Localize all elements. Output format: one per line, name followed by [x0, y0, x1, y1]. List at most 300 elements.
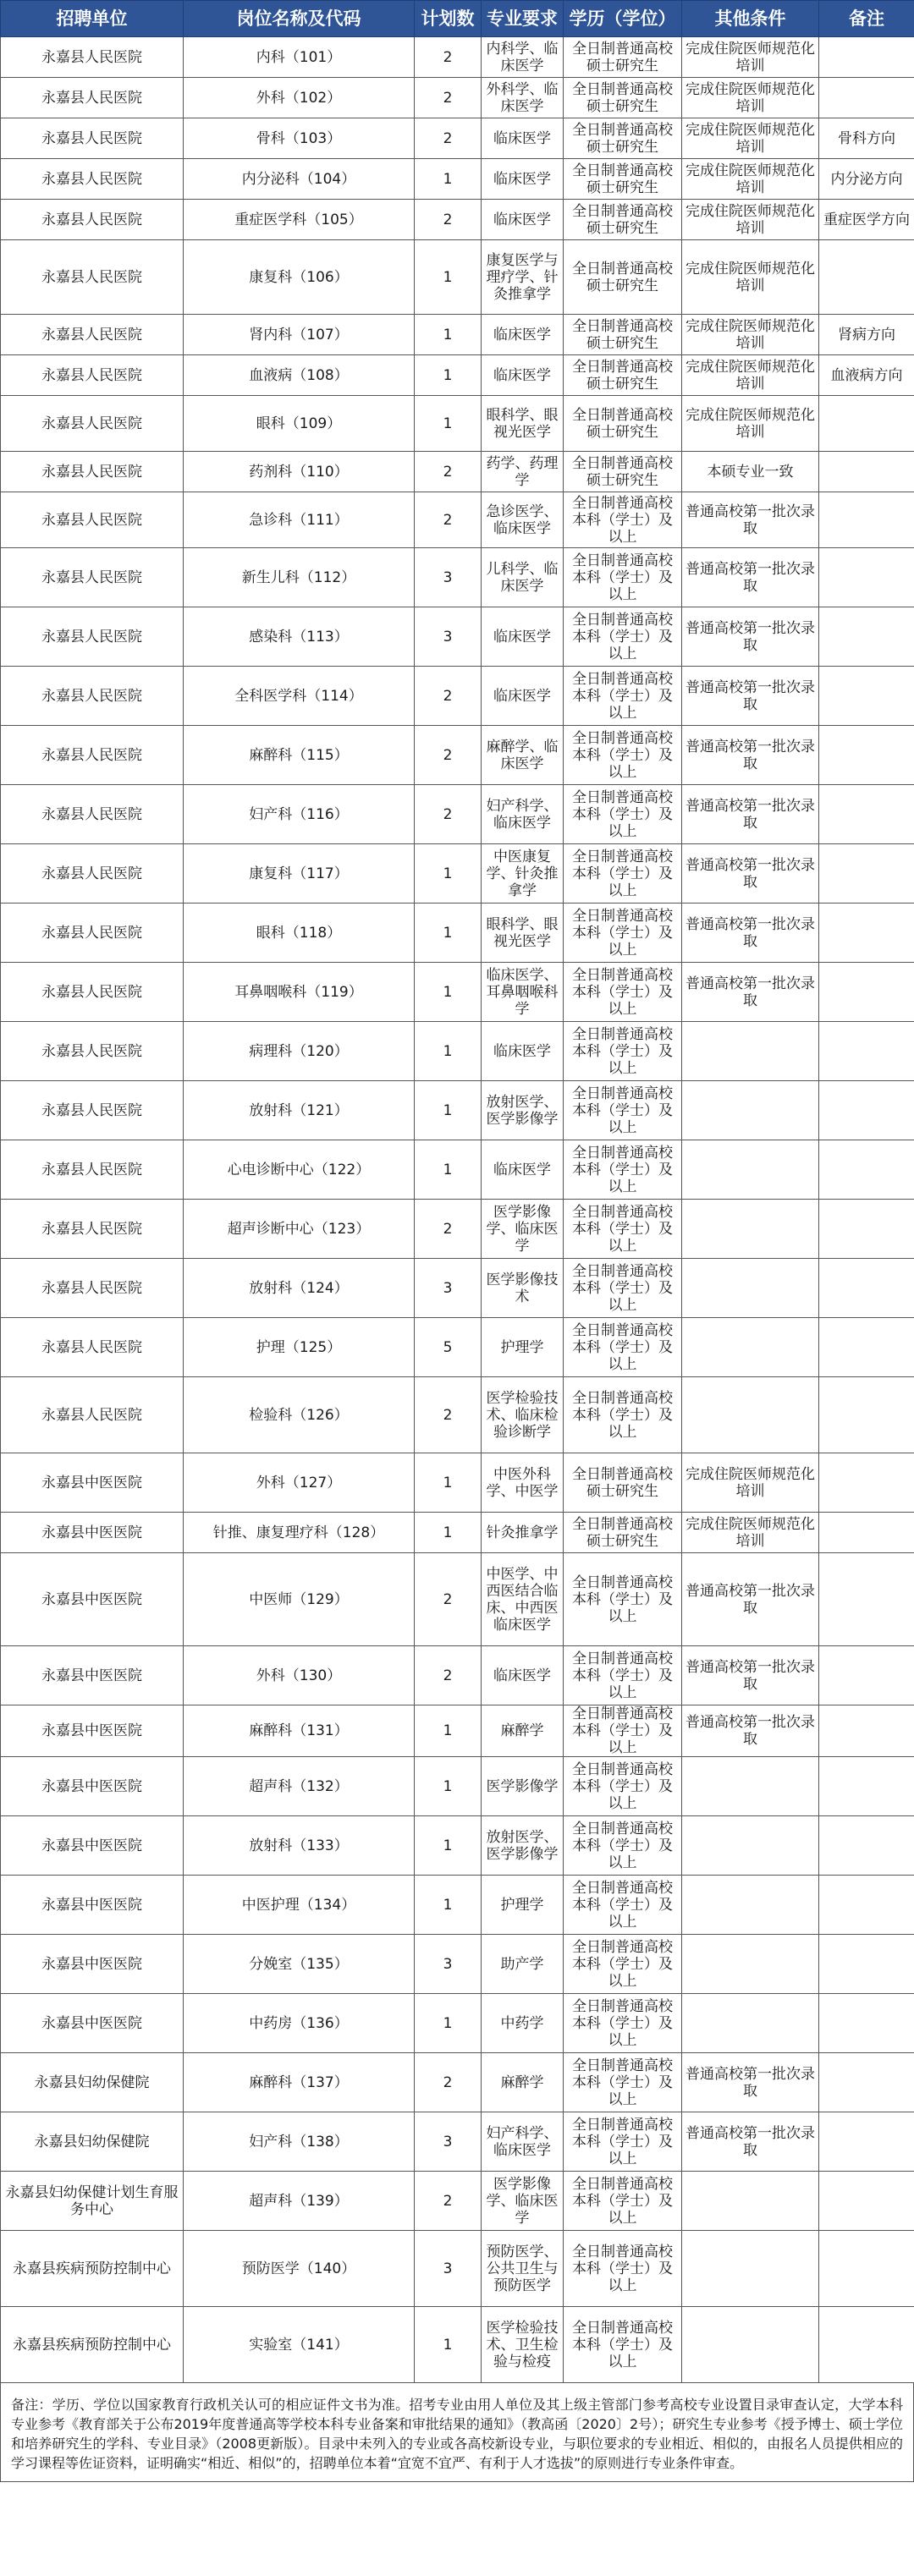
cell-post: 麻醉科（131） [184, 1705, 415, 1757]
cell-other: 完成住院医师规范化培训 [682, 396, 819, 452]
cell-post: 中医护理（134） [184, 1876, 415, 1935]
cell-other: 普通高校第一批次录取 [682, 2112, 819, 2172]
table-row [1, 963, 914, 1022]
cell-major: 临床医学 [482, 159, 564, 200]
cell-note [819, 1876, 914, 1935]
table-body [1, 37, 914, 2383]
cell-other: 完成住院医师规范化培训 [682, 1453, 819, 1513]
table-row [1, 1022, 914, 1081]
cell-post: 康复科（117） [184, 844, 415, 904]
cell-post: 超声科（132） [184, 1757, 415, 1816]
cell-note [819, 2231, 914, 2307]
table-row [1, 1200, 914, 1259]
cell-education: 全日制普通高校本科（学士）及以上 [564, 667, 682, 726]
cell-other: 完成住院医师规范化培训 [682, 315, 819, 355]
cell-education: 全日制普通高校本科（学士）及以上 [564, 2172, 682, 2231]
cell-count: 2 [415, 1200, 482, 1259]
cell-post: 针推、康复理疗科（128） [184, 1513, 415, 1553]
table-row [1, 159, 914, 200]
cell-education: 全日制普通高校本科（学士）及以上 [564, 1876, 682, 1935]
cell-count: 1 [415, 159, 482, 200]
cell-major: 医学检验技术、临床检验诊断学 [482, 1377, 564, 1453]
cell-other: 普通高校第一批次录取 [682, 963, 819, 1022]
cell-unit: 永嘉县中医医院 [1, 1816, 184, 1876]
cell-count: 2 [415, 785, 482, 844]
cell-education: 全日制普通高校本科（学士）及以上 [564, 726, 682, 785]
cell-other: 完成住院医师规范化培训 [682, 355, 819, 396]
cell-note [819, 1081, 914, 1140]
cell-major: 预防医学、公共卫生与预防医学 [482, 2231, 564, 2307]
cell-major: 临床医学 [482, 355, 564, 396]
cell-note: 内分泌方向 [819, 159, 914, 200]
table-row [1, 1453, 914, 1513]
cell-education: 全日制普通高校硕士研究生 [564, 452, 682, 492]
cell-education: 全日制普通高校硕士研究生 [564, 78, 682, 118]
cell-other [682, 2231, 819, 2307]
cell-unit: 永嘉县人民医院 [1, 240, 184, 315]
cell-other: 普通高校第一批次录取 [682, 667, 819, 726]
cell-major: 眼科学、眼视光医学 [482, 396, 564, 452]
cell-education: 全日制普通高校本科（学士）及以上 [564, 548, 682, 607]
table-row [1, 37, 914, 78]
cell-note [819, 1757, 914, 1816]
cell-education: 全日制普通高校本科（学士）及以上 [564, 607, 682, 667]
cell-count: 3 [415, 607, 482, 667]
cell-note [819, 607, 914, 667]
cell-post: 内分泌科（104） [184, 159, 415, 200]
cell-education: 全日制普通高校本科（学士）及以上 [564, 785, 682, 844]
cell-post: 急诊科（111） [184, 492, 415, 548]
cell-education: 全日制普通高校硕士研究生 [564, 159, 682, 200]
table-row [1, 240, 914, 315]
cell-unit: 永嘉县人民医院 [1, 200, 184, 240]
cell-other: 完成住院医师规范化培训 [682, 37, 819, 78]
cell-note [819, 1994, 914, 2053]
cell-major: 内科学、临床医学 [482, 37, 564, 78]
cell-unit: 永嘉县人民医院 [1, 492, 184, 548]
cell-count: 1 [415, 315, 482, 355]
cell-unit: 永嘉县中医医院 [1, 1705, 184, 1757]
cell-count: 1 [415, 844, 482, 904]
table-row [1, 1140, 914, 1200]
cell-post: 预防医学（140） [184, 2231, 415, 2307]
cell-unit: 永嘉县中医医院 [1, 1453, 184, 1513]
cell-other [682, 1200, 819, 1259]
cell-other [682, 2307, 819, 2383]
cell-count: 2 [415, 78, 482, 118]
table-row [1, 2231, 914, 2307]
cell-post: 心电诊断中心（122） [184, 1140, 415, 1200]
cell-post: 放射科（124） [184, 1259, 415, 1318]
cell-unit: 永嘉县人民医院 [1, 667, 184, 726]
cell-note [819, 785, 914, 844]
table-row [1, 904, 914, 963]
table-row [1, 492, 914, 548]
cell-major: 针灸推拿学 [482, 1513, 564, 1553]
table-row [1, 2172, 914, 2231]
cell-note [819, 452, 914, 492]
cell-unit: 永嘉县妇幼保健院 [1, 2112, 184, 2172]
cell-note [819, 1646, 914, 1705]
cell-education: 全日制普通高校硕士研究生 [564, 1453, 682, 1513]
cell-count: 1 [415, 1453, 482, 1513]
cell-note [819, 1140, 914, 1200]
cell-other: 普通高校第一批次录取 [682, 492, 819, 548]
cell-unit: 永嘉县人民医院 [1, 1081, 184, 1140]
cell-other: 本硕专业一致 [682, 452, 819, 492]
cell-major: 临床医学 [482, 1646, 564, 1705]
cell-other [682, 1318, 819, 1377]
cell-unit: 永嘉县人民医院 [1, 118, 184, 159]
cell-major: 外科学、临床医学 [482, 78, 564, 118]
table-row [1, 1935, 914, 1994]
table-row [1, 1259, 914, 1318]
cell-note [819, 37, 914, 78]
cell-education: 全日制普通高校硕士研究生 [564, 200, 682, 240]
table-row [1, 844, 914, 904]
cell-note [819, 1318, 914, 1377]
cell-education: 全日制普通高校硕士研究生 [564, 1513, 682, 1553]
cell-other: 完成住院医师规范化培训 [682, 240, 819, 315]
cell-note [819, 78, 914, 118]
table-row [1, 607, 914, 667]
cell-note [819, 1377, 914, 1453]
cell-education: 全日制普通高校本科（学士）及以上 [564, 1816, 682, 1876]
cell-note: 肾病方向 [819, 315, 914, 355]
cell-note [819, 2053, 914, 2112]
cell-note [819, 1705, 914, 1757]
cell-post: 眼科（118） [184, 904, 415, 963]
cell-unit: 永嘉县疾病预防控制中心 [1, 2307, 184, 2383]
footnote: 备注：学历、学位以国家教育行政机关认可的相应证件文书为准。招考专业由用人单位及其上级主管部门参考高校专业设置目录审查认定，大学本科专业参考《教育部关于公布2019年度普通高等学校本科专业备案和审批结果的通知》（教高函〔2020〕2号）；研究生专业参考《授予博士、硕士学位和培养研究生的学科、专业目录》（2008更新版）。目录中未列入的专业或各高校新设专业，与职位要求的专业相近、相似的，由报名人员提供相应的学习课程等佐证资料，证明确实“相近、相似”的，招聘单位本着“宜宽不宜严、有利于人才选拔”的原则进行专业条件审查。 [0, 2383, 914, 2482]
table-row [1, 1553, 914, 1646]
cell-unit: 永嘉县人民医院 [1, 355, 184, 396]
cell-post: 药剂科（110） [184, 452, 415, 492]
cell-major: 医学影像学、临床医学 [482, 2172, 564, 2231]
cell-post: 眼科（109） [184, 396, 415, 452]
cell-major: 医学影像技术 [482, 1259, 564, 1318]
table-row [1, 785, 914, 844]
cell-education: 全日制普通高校本科（学士）及以上 [564, 1705, 682, 1757]
table-row [1, 355, 914, 396]
cell-count: 1 [415, 355, 482, 396]
cell-count: 2 [415, 2053, 482, 2112]
cell-unit: 永嘉县中医医院 [1, 1513, 184, 1553]
cell-post: 麻醉科（137） [184, 2053, 415, 2112]
cell-other: 普通高校第一批次录取 [682, 1553, 819, 1646]
table-row [1, 200, 914, 240]
cell-post: 分娩室（135） [184, 1935, 415, 1994]
cell-note [819, 1259, 914, 1318]
cell-unit: 永嘉县人民医院 [1, 785, 184, 844]
cell-unit: 永嘉县人民医院 [1, 1259, 184, 1318]
cell-other: 普通高校第一批次录取 [682, 607, 819, 667]
cell-education: 全日制普通高校硕士研究生 [564, 118, 682, 159]
cell-post: 中医师（129） [184, 1553, 415, 1646]
cell-post: 外科（102） [184, 78, 415, 118]
cell-note [819, 1553, 914, 1646]
cell-unit: 永嘉县妇幼保健院 [1, 2053, 184, 2112]
header-note: 备注 [819, 1, 914, 37]
table-row [1, 1081, 914, 1140]
cell-education: 全日制普通高校硕士研究生 [564, 240, 682, 315]
cell-note [819, 396, 914, 452]
cell-major: 中医学、中西医结合临床、中西医临床医学 [482, 1553, 564, 1646]
cell-other: 完成住院医师规范化培训 [682, 159, 819, 200]
cell-other: 普通高校第一批次录取 [682, 904, 819, 963]
cell-note [819, 1513, 914, 1553]
cell-education: 全日制普通高校本科（学士）及以上 [564, 1646, 682, 1705]
cell-other: 完成住院医师规范化培训 [682, 118, 819, 159]
cell-unit: 永嘉县人民医院 [1, 1377, 184, 1453]
cell-unit: 永嘉县人民医院 [1, 159, 184, 200]
cell-post: 外科（127） [184, 1453, 415, 1513]
cell-note [819, 2307, 914, 2383]
cell-note [819, 844, 914, 904]
cell-education: 全日制普通高校本科（学士）及以上 [564, 1140, 682, 1200]
cell-count: 1 [415, 1022, 482, 1081]
cell-count: 2 [415, 1646, 482, 1705]
table-row [1, 1318, 914, 1377]
cell-post: 新生儿科（112） [184, 548, 415, 607]
cell-post: 护理（125） [184, 1318, 415, 1377]
cell-note [819, 240, 914, 315]
cell-major: 放射医学、医学影像学 [482, 1816, 564, 1876]
cell-count: 1 [415, 904, 482, 963]
cell-unit: 永嘉县中医医院 [1, 1757, 184, 1816]
cell-major: 中医外科学、中医学 [482, 1453, 564, 1513]
cell-note [819, 1453, 914, 1513]
cell-education: 全日制普通高校本科（学士）及以上 [564, 844, 682, 904]
cell-unit: 永嘉县中医医院 [1, 1935, 184, 1994]
cell-count: 3 [415, 548, 482, 607]
cell-note [819, 667, 914, 726]
cell-education: 全日制普通高校本科（学士）及以上 [564, 2231, 682, 2307]
cell-count: 1 [415, 396, 482, 452]
cell-unit: 永嘉县人民医院 [1, 548, 184, 607]
cell-major: 医学影像学、临床医学 [482, 1200, 564, 1259]
cell-post: 外科（130） [184, 1646, 415, 1705]
cell-major: 助产学 [482, 1935, 564, 1994]
header-unit: 招聘单位 [1, 1, 184, 37]
cell-major: 护理学 [482, 1318, 564, 1377]
table-row [1, 1876, 914, 1935]
table-row [1, 1757, 914, 1816]
cell-note [819, 904, 914, 963]
table-row [1, 2307, 914, 2383]
cell-major: 临床医学 [482, 118, 564, 159]
cell-unit: 永嘉县人民医院 [1, 963, 184, 1022]
cell-other [682, 2172, 819, 2231]
cell-major: 临床医学 [482, 1140, 564, 1200]
table-row [1, 1646, 914, 1705]
cell-other: 完成住院医师规范化培训 [682, 200, 819, 240]
cell-note [819, 726, 914, 785]
cell-major: 护理学 [482, 1876, 564, 1935]
cell-count: 3 [415, 2231, 482, 2307]
cell-education: 全日制普通高校本科（学士）及以上 [564, 1022, 682, 1081]
cell-count: 1 [415, 1081, 482, 1140]
cell-count: 1 [415, 1705, 482, 1757]
table-row [1, 78, 914, 118]
cell-major: 麻醉学 [482, 1705, 564, 1757]
cell-education: 全日制普通高校本科（学士）及以上 [564, 2053, 682, 2112]
cell-other [682, 1994, 819, 2053]
cell-major: 眼科学、眼视光医学 [482, 904, 564, 963]
cell-education: 全日制普通高校硕士研究生 [564, 396, 682, 452]
cell-major: 医学影像学 [482, 1757, 564, 1816]
header-education: 学历（学位） [564, 1, 682, 37]
cell-education: 全日制普通高校硕士研究生 [564, 37, 682, 78]
cell-count: 1 [415, 2307, 482, 2383]
table-row [1, 452, 914, 492]
cell-major: 儿科学、临床医学 [482, 548, 564, 607]
cell-post: 肾内科（107） [184, 315, 415, 355]
cell-major: 临床医学、耳鼻咽喉科学 [482, 963, 564, 1022]
cell-unit: 永嘉县中医医院 [1, 1553, 184, 1646]
table-row [1, 396, 914, 452]
cell-count: 2 [415, 200, 482, 240]
cell-unit: 永嘉县疾病预防控制中心 [1, 2231, 184, 2307]
cell-post: 感染科（113） [184, 607, 415, 667]
cell-post: 妇产科（138） [184, 2112, 415, 2172]
cell-note [819, 1022, 914, 1081]
cell-unit: 永嘉县人民医院 [1, 452, 184, 492]
cell-post: 全科医学科（114） [184, 667, 415, 726]
cell-note [819, 1935, 914, 1994]
cell-note [819, 1816, 914, 1876]
cell-unit: 永嘉县妇幼保健计划生育服务中心 [1, 2172, 184, 2231]
cell-major: 临床医学 [482, 607, 564, 667]
cell-post: 血液病（108） [184, 355, 415, 396]
cell-unit: 永嘉县人民医院 [1, 607, 184, 667]
cell-major: 临床医学 [482, 315, 564, 355]
cell-unit: 永嘉县人民医院 [1, 396, 184, 452]
cell-note: 重症医学方向 [819, 200, 914, 240]
cell-count: 3 [415, 2112, 482, 2172]
cell-count: 3 [415, 1935, 482, 1994]
cell-other [682, 1259, 819, 1318]
cell-count: 1 [415, 1757, 482, 1816]
cell-count: 2 [415, 118, 482, 159]
cell-major: 临床医学 [482, 200, 564, 240]
cell-unit: 永嘉县人民医院 [1, 1022, 184, 1081]
cell-count: 1 [415, 1513, 482, 1553]
cell-post: 中药房（136） [184, 1994, 415, 2053]
cell-note [819, 2112, 914, 2172]
cell-education: 全日制普通高校本科（学士）及以上 [564, 1757, 682, 1816]
cell-other: 完成住院医师规范化培训 [682, 78, 819, 118]
cell-post: 内科（101） [184, 37, 415, 78]
cell-education: 全日制普通高校本科（学士）及以上 [564, 904, 682, 963]
cell-unit: 永嘉县人民医院 [1, 37, 184, 78]
cell-other: 完成住院医师规范化培训 [682, 1513, 819, 1553]
table-row [1, 2053, 914, 2112]
cell-major: 麻醉学 [482, 2053, 564, 2112]
cell-major: 中药学 [482, 1994, 564, 2053]
cell-post: 超声科（139） [184, 2172, 415, 2231]
cell-education: 全日制普通高校本科（学士）及以上 [564, 2307, 682, 2383]
cell-unit: 永嘉县中医医院 [1, 1646, 184, 1705]
cell-major: 放射医学、医学影像学 [482, 1081, 564, 1140]
cell-count: 3 [415, 1259, 482, 1318]
cell-unit: 永嘉县人民医院 [1, 844, 184, 904]
cell-major: 妇产科学、临床医学 [482, 2112, 564, 2172]
cell-note [819, 548, 914, 607]
cell-count: 2 [415, 726, 482, 785]
table-row [1, 118, 914, 159]
cell-other: 普通高校第一批次录取 [682, 1705, 819, 1757]
cell-count: 2 [415, 2172, 482, 2231]
cell-education: 全日制普通高校本科（学士）及以上 [564, 1553, 682, 1646]
cell-unit: 永嘉县人民医院 [1, 1200, 184, 1259]
cell-other [682, 1140, 819, 1200]
cell-count: 5 [415, 1318, 482, 1377]
table-row [1, 1513, 914, 1553]
cell-education: 全日制普通高校本科（学士）及以上 [564, 1994, 682, 2053]
cell-unit: 永嘉县中医医院 [1, 1876, 184, 1935]
cell-unit: 永嘉县人民医院 [1, 1318, 184, 1377]
cell-major: 中医康复学、针灸推拿学 [482, 844, 564, 904]
cell-post: 检验科（126） [184, 1377, 415, 1453]
table-row [1, 1994, 914, 2053]
cell-count: 1 [415, 1876, 482, 1935]
cell-other [682, 1816, 819, 1876]
cell-count: 1 [415, 1994, 482, 2053]
cell-major: 药学、药理学 [482, 452, 564, 492]
cell-major: 临床医学 [482, 1022, 564, 1081]
cell-post: 超声诊断中心（123） [184, 1200, 415, 1259]
cell-major: 急诊医学、临床医学 [482, 492, 564, 548]
header-count: 计划数 [415, 1, 482, 37]
cell-note [819, 963, 914, 1022]
cell-education: 全日制普通高校硕士研究生 [564, 315, 682, 355]
cell-note [819, 492, 914, 548]
header-other: 其他条件 [682, 1, 819, 37]
cell-other: 普通高校第一批次录取 [682, 844, 819, 904]
cell-count: 1 [415, 963, 482, 1022]
cell-other [682, 1935, 819, 1994]
cell-major: 麻醉学、临床医学 [482, 726, 564, 785]
table-row [1, 667, 914, 726]
table-row [1, 315, 914, 355]
cell-major: 妇产科学、临床医学 [482, 785, 564, 844]
cell-other: 普通高校第一批次录取 [682, 2053, 819, 2112]
cell-other [682, 1876, 819, 1935]
cell-post: 骨科（103） [184, 118, 415, 159]
table-row [1, 726, 914, 785]
cell-post: 麻醉科（115） [184, 726, 415, 785]
cell-note: 骨科方向 [819, 118, 914, 159]
cell-unit: 永嘉县人民医院 [1, 315, 184, 355]
cell-major: 康复医学与理疗学、针灸推拿学 [482, 240, 564, 315]
table-row [1, 548, 914, 607]
cell-other [682, 1757, 819, 1816]
cell-education: 全日制普通高校本科（学士）及以上 [564, 1081, 682, 1140]
cell-education: 全日制普通高校本科（学士）及以上 [564, 1935, 682, 1994]
cell-major: 临床医学 [482, 667, 564, 726]
cell-note: 血液病方向 [819, 355, 914, 396]
cell-education: 全日制普通高校本科（学士）及以上 [564, 1200, 682, 1259]
cell-unit: 永嘉县人民医院 [1, 78, 184, 118]
cell-post: 重症医学科（105） [184, 200, 415, 240]
cell-education: 全日制普通高校本科（学士）及以上 [564, 1259, 682, 1318]
cell-post: 病理科（120） [184, 1022, 415, 1081]
cell-major: 医学检验技术、卫生检验与检疫 [482, 2307, 564, 2383]
cell-count: 2 [415, 452, 482, 492]
cell-count: 2 [415, 1553, 482, 1646]
cell-education: 全日制普通高校本科（学士）及以上 [564, 492, 682, 548]
